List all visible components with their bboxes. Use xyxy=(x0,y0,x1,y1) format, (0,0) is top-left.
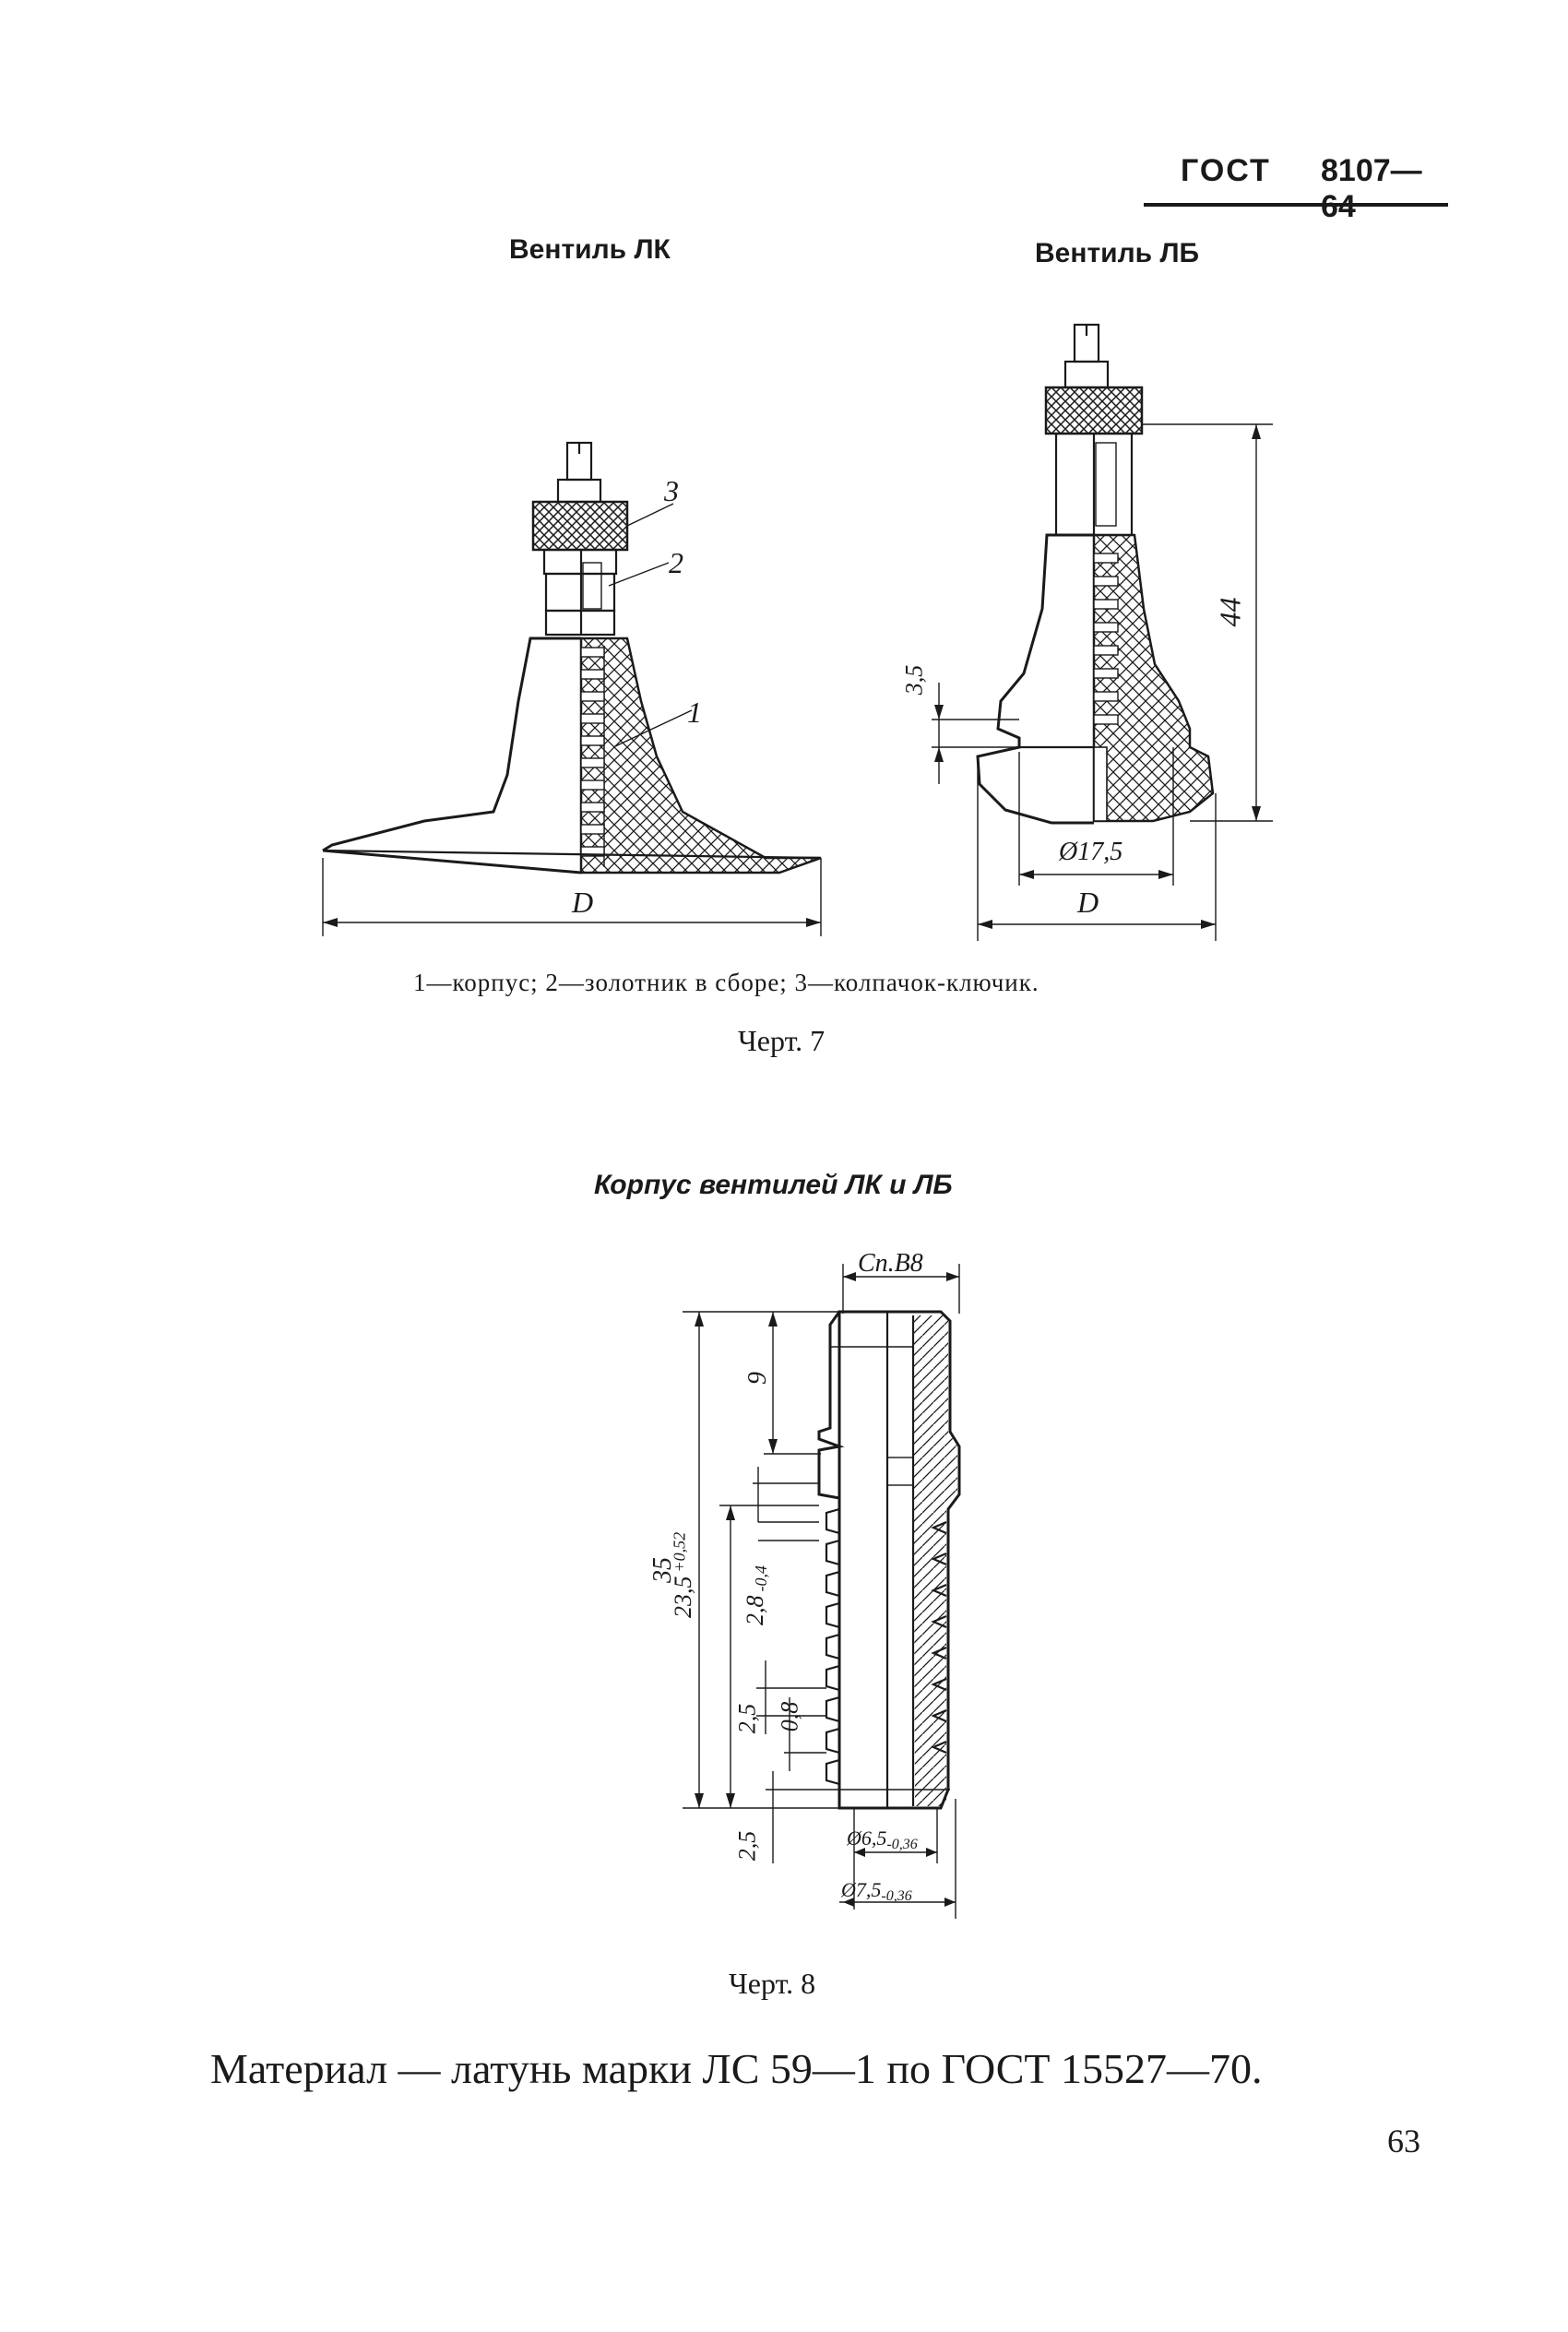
dim-dia-6-5 xyxy=(847,1826,918,1853)
dim-2-5-lower: 2,5 xyxy=(733,1830,761,1862)
dim-2-5-upper: 2,5 xyxy=(733,1703,761,1734)
callout-2: 2 xyxy=(669,546,683,579)
dim-2-8-tolerance: -0,4 xyxy=(752,1565,771,1592)
standard-number: 8107—64 xyxy=(1321,153,1422,224)
dim-dia-6-5-value: Ø6,5 xyxy=(847,1826,887,1850)
dim-0-8: 0,8 xyxy=(776,1701,803,1732)
drawing7-caption: Черт. 7 xyxy=(738,1024,826,1057)
title-valve-lk: Вентиль ЛК xyxy=(509,234,671,265)
callout-3: 3 xyxy=(664,474,679,507)
title-valve-lb: Вентиль ЛБ xyxy=(1035,238,1200,268)
dim-23-5-tolerance: +0,52 xyxy=(670,1531,689,1573)
dim-23-5 xyxy=(670,1532,697,1618)
drawing8-caption: Черт. 8 xyxy=(729,1967,816,2000)
dim-44: 44 xyxy=(1213,597,1247,627)
dim-dia-7-5-tolerance: -0,36 xyxy=(881,1888,912,1905)
dim-dia-6-5-tolerance: -0,36 xyxy=(886,1837,918,1853)
callout-1: 1 xyxy=(687,696,702,729)
valve-body-drawing xyxy=(646,1236,996,1937)
page-header xyxy=(1144,148,1448,224)
title-valve-body: Корпус вентилей ЛК и ЛБ xyxy=(594,1170,953,1200)
dim-dia-7-5-value: Ø7,5 xyxy=(841,1878,882,1901)
dim-dia-17-5: Ø17,5 xyxy=(1059,838,1123,866)
dim-9: 9 xyxy=(743,1372,772,1385)
valve-lk-drawing xyxy=(304,424,839,950)
dim-2-8 xyxy=(742,1565,771,1625)
dim-d-lb: D xyxy=(1077,886,1099,919)
dim-2-8-value: 2,8 xyxy=(742,1595,768,1625)
drawing7-legend: 1—корпус; 2—золотник в сборе; 3—колпачок-ключик. xyxy=(413,969,1039,996)
standard-label: ГОСТ xyxy=(1181,153,1271,188)
dim-thread: Сп.В8 xyxy=(858,1249,923,1278)
dim-dia-7-5 xyxy=(841,1878,912,1905)
dim-23-5-value: 23,5 xyxy=(670,1576,696,1618)
material-note: Материал — латунь марки ЛС 59—1 по ГОСТ 15527—70. xyxy=(210,2045,1263,2092)
page-number: 63 xyxy=(1387,2123,1420,2159)
dim-3-5: 3,5 xyxy=(900,664,928,696)
dim-35: 35 xyxy=(648,1557,677,1583)
dim-d-lk: D xyxy=(572,886,594,919)
